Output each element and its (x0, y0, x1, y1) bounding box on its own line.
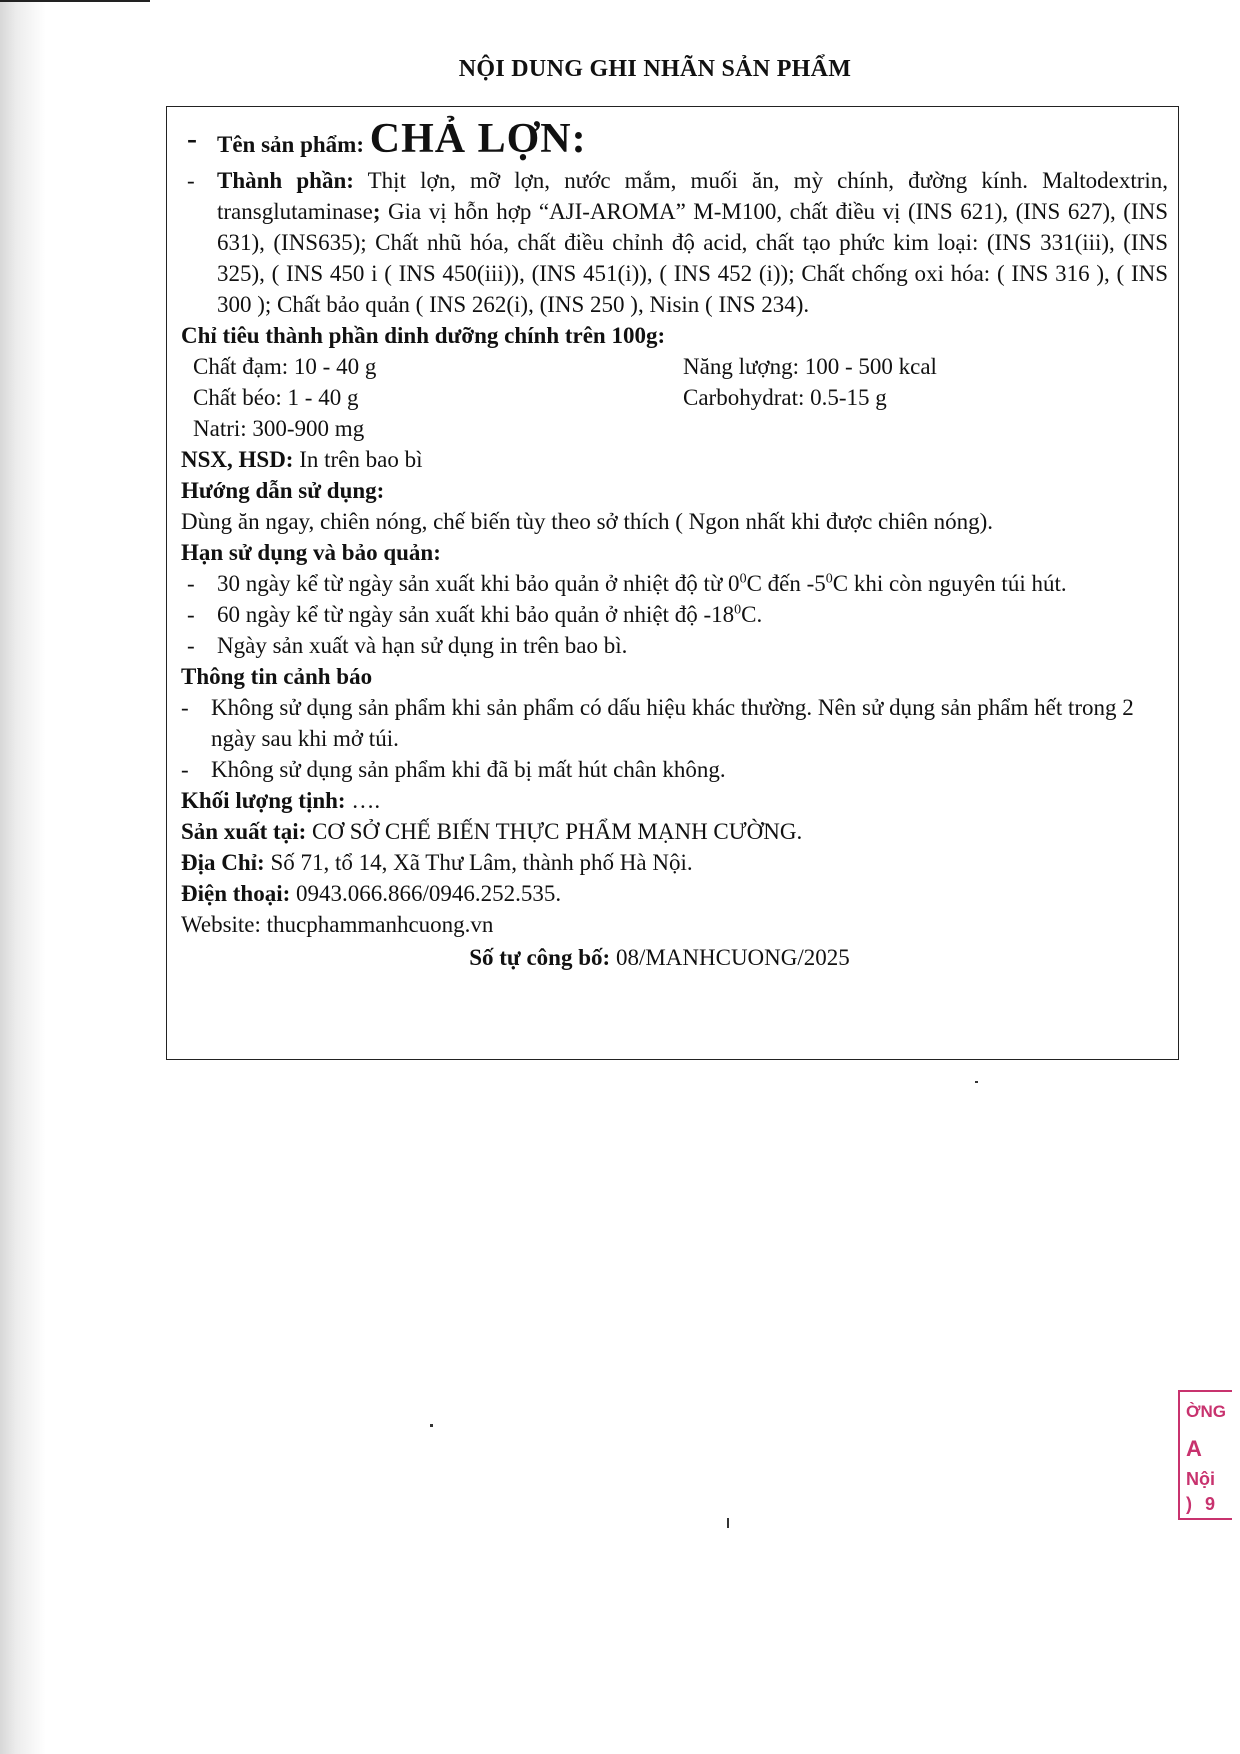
bullet-dash: - (187, 633, 195, 658)
warning-item-2 (181, 754, 1168, 785)
address-line (181, 847, 1168, 878)
phone-label: Điện thoại: (181, 881, 291, 906)
storage-item-3-text: Ngày sản xuất và hạn sử dụng in trên bao bì. (217, 633, 628, 658)
warning-item-2-text: Không sử dụng sản phẩm khi đã bị mất hút chân không. (211, 757, 726, 782)
scan-speck (430, 1424, 433, 1427)
bullet-dash: - (187, 122, 197, 155)
nutrition-fat: Chất béo: 1 - 40 g (193, 385, 359, 410)
scan-speck (975, 1081, 978, 1083)
nutrition-row-3 (181, 413, 1168, 444)
degree-sup: 0 (739, 571, 747, 587)
document-heading: NỘI DUNG GHI NHÃN SẢN PHẨM (458, 56, 852, 82)
degree-sup: 0 (734, 602, 742, 618)
net-weight-value: …. (345, 788, 381, 813)
address-label: Địa Chỉ: (181, 850, 265, 875)
net-weight-label: Khối lượng tịnh: (181, 788, 346, 813)
usage-heading: Hướng dẫn sử dụng: (181, 478, 385, 503)
bullet-dash: - (181, 695, 189, 720)
nutrition-row-2 (181, 382, 1168, 413)
phone-value: 0943.066.866/0946.252.535. (290, 881, 562, 906)
warning-heading: Thông tin cảnh báo (181, 664, 373, 689)
storage-item-2 (181, 599, 1168, 630)
nsx-hsd-line (181, 444, 1168, 475)
warning-item-1 (181, 692, 1168, 754)
nutrition-heading: Chỉ tiêu thành phần dinh dưỡng chính trên 100g: (181, 323, 666, 348)
address-value: Số 71, tổ 14, Xã Thư Lâm, thành phố Hà Nội. (264, 850, 693, 875)
label-content-box (166, 106, 1179, 1060)
scan-shadow-edge (0, 0, 46, 1754)
declaration-value: 08/MANHCUONG/2025 (610, 945, 850, 970)
storage-item-1-mid: C đến -5 (746, 571, 826, 596)
storage-item-2-pre: 60 ngày kể từ ngày sản xuất khi bảo quản ở nhiệt độ -18 (217, 602, 735, 627)
nutrition-protein: Chất đạm: 10 - 40 g (193, 354, 377, 379)
warning-item-1-text: Không sử dụng sản phẩm khi sản phẩm có dấu hiệu khác thường. Nên sử dụng sản phẩm hết trong 2 ngày sau khi mở túi. (211, 695, 1134, 751)
ingredients-text-b: Gia vị hỗn hợp “AJI-AROMA” M-M100, chất điều vị (INS 621), (INS 627), (INS 631), (INS635); Chất nhũ hóa, chất điều chỉnh độ acid, chất tạo phức kim loại: (INS 331(iii), (INS 325), ( INS 450 i ( INS 450(iii)), (INS 451(i)), ( INS 452 (i)); Chất chống oxi hóa: ( INS 316 ), ( INS 300 ); Chất bảo quản ( INS 262(i), (INS 250 ), Nisin ( INS 234). (217, 199, 1168, 317)
red-seal-stamp-fragment (1178, 1390, 1232, 1520)
ingredients-text-a: Thịt lợn, mỡ lợn, nước mắm, muối ăn, mỳ chính, đường kính. Maltodextrin, transglutaminase (217, 168, 1169, 224)
nutrition-energy: Năng lượng: 100 - 500 kcal (683, 354, 937, 379)
ingredients-paragraph (181, 165, 1168, 320)
phone-line (181, 878, 1168, 909)
ingredients-semicolon: ; (372, 199, 381, 224)
stamp-text-4: ) 9 (1186, 1494, 1220, 1514)
ingredients-label: Thành phần: (217, 168, 354, 193)
nsx-label: NSX, HSD: (181, 447, 294, 472)
manufacturer-label: Sản xuất tại: (181, 819, 307, 844)
product-name: CHẢ LỢN: (369, 116, 587, 162)
bullet-dash: - (181, 757, 189, 782)
scan-speck (727, 1518, 729, 1528)
stamp-text-1: ỜNG (1186, 1402, 1227, 1421)
stamp-text-2: A (1186, 1436, 1202, 1461)
storage-heading: Hạn sử dụng và bảo quản: (181, 540, 441, 565)
bullet-dash: - (187, 571, 195, 596)
storage-item-3 (181, 630, 1168, 661)
stamp-text-3: Nội (1186, 1469, 1215, 1489)
bullet-dash: - (187, 602, 195, 627)
storage-item-1 (181, 568, 1168, 599)
degree-sup: 0 (825, 571, 833, 587)
website-line: Website: thucphammanhcuong.vn (181, 912, 494, 937)
net-weight-line (181, 785, 1168, 816)
product-name-label: Tên sản phẩm: (217, 132, 370, 157)
manufacturer-value: CƠ SỞ CHẾ BIẾN THỰC PHẨM MẠNH CƯỜNG. (306, 819, 803, 844)
nutrition-row-1 (181, 351, 1168, 382)
nutrition-sodium: Natri: 300-900 mg (193, 416, 365, 441)
usage-text: Dùng ăn ngay, chiên nóng, chế biến tùy theo sở thích ( Ngon nhất khi được chiên nóng). (181, 509, 994, 534)
storage-item-1-post: C khi còn nguyên túi hút. (832, 571, 1067, 596)
nutrition-carbohydrate: Carbohydrat: 0.5-15 g (683, 385, 887, 410)
declaration-label: Số tự công bố: (469, 945, 611, 970)
declaration-line (181, 942, 1168, 973)
scan-top-line (0, 0, 150, 2)
product-name-row (181, 113, 1168, 165)
manufacturer-line (181, 816, 1168, 847)
storage-item-1-pre: 30 ngày kể từ ngày sản xuất khi bảo quản ở nhiệt độ từ 0 (217, 571, 740, 596)
storage-item-2-post: C. (741, 602, 763, 627)
nsx-value: In trên bao bì (293, 447, 423, 472)
bullet-dash: - (187, 168, 195, 193)
